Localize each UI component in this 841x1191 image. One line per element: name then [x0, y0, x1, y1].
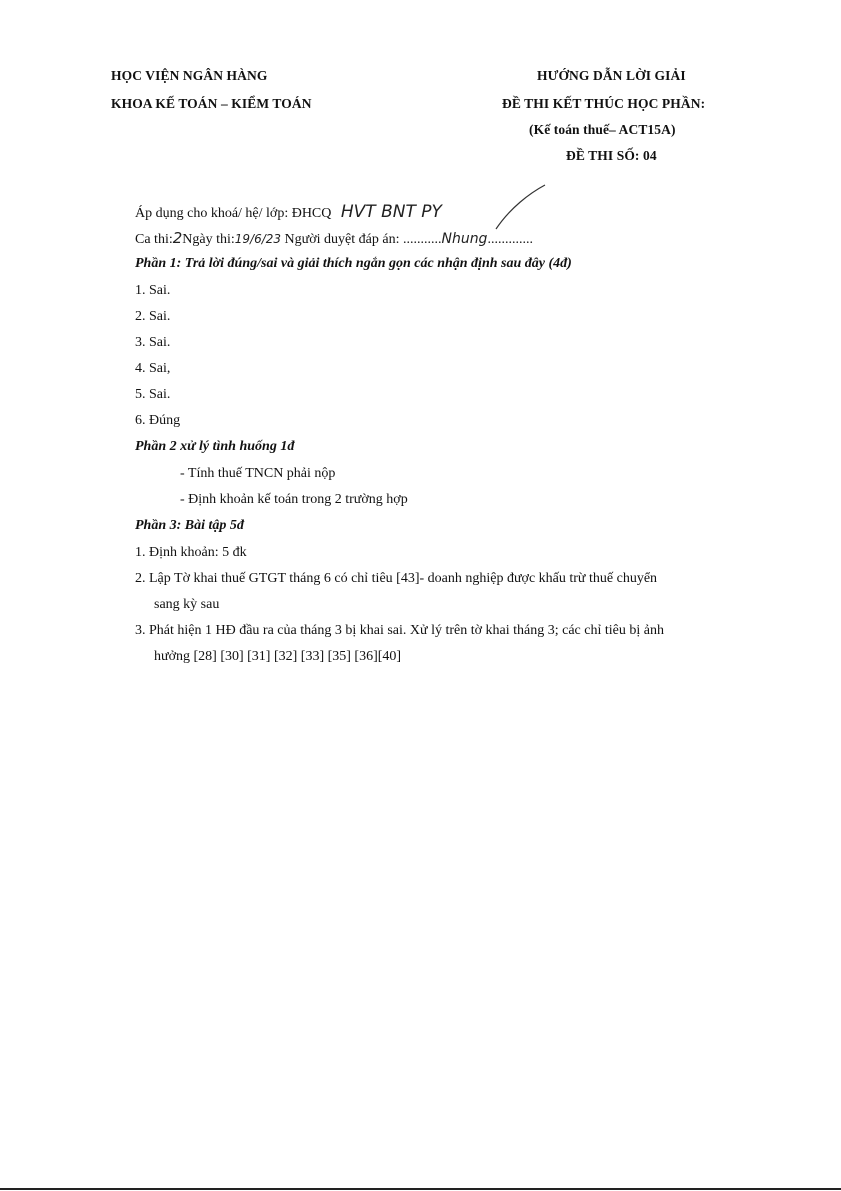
part3-item-2-line1: 2. Lập Tờ khai thuế GTGT tháng 6 có chỉ tiêu [43]- doanh nghiệp được khấu trừ thuế chuyển — [135, 571, 658, 586]
part2-item-2: - Định khoản kế toán trong 2 trường hợp — [180, 492, 408, 507]
part1-answer-3: 3. Sai. — [135, 335, 171, 350]
exam-title: ĐỀ THI KẾT THÚC HỌC PHẦN: — [502, 96, 706, 111]
part3-item-2-line2: sang kỳ sau — [154, 597, 220, 612]
apply-label: Áp dụng cho khoá/ hệ/ lớp: ĐHCQ — [135, 206, 332, 221]
exam-number: ĐỀ THI SỐ: 04 — [566, 148, 657, 163]
part3-item-3-line1: 3. Phát hiện 1 HĐ đầu ra của tháng 3 bị khai sai. Xử lý trên tờ khai tháng 3; các chỉ tiêu bị ảnh — [135, 623, 664, 638]
part3-title: Phần 3: Bài tập 5đ — [135, 518, 244, 533]
page-bottom-border — [0, 1188, 841, 1190]
shift-line — [135, 229, 533, 248]
part1-answer-4: 4. Sai, — [135, 361, 171, 376]
approver-label: Người duyệt đáp án: — [284, 232, 400, 247]
apply-line — [135, 202, 442, 222]
approver-dots-before: ........... — [402, 232, 442, 247]
part2-title: Phần 2 xử lý tình huống 1đ — [135, 439, 295, 454]
part1-answer-5: 5. Sai. — [135, 387, 171, 402]
institution-name: HỌC VIỆN NGÂN HÀNG — [111, 68, 268, 83]
doc-title: HƯỚNG DẪN LỜI GIẢI — [537, 68, 686, 83]
shift-handwritten: 2 — [172, 229, 183, 247]
part1-answer-2: 2. Sai. — [135, 309, 171, 324]
approver-dots-after: ............. — [487, 232, 533, 247]
part2-item-1: - Tính thuế TNCN phải nộp — [180, 466, 336, 481]
part3-item-1: 1. Định khoản: 5 đk — [135, 545, 247, 560]
part1-answer-1: 1. Sai. — [135, 283, 171, 298]
part1-title: Phần 1: Trả lời đúng/sai và giải thích ngắn gọn các nhận định sau đây (4đ) — [135, 256, 572, 271]
shift-label: Ca thi: — [135, 232, 173, 247]
part3-item-3-line2: hưởng [28] [30] [31] [32] [33] [35] [36][40] — [154, 649, 402, 664]
apply-handwritten: HVT BNT PY — [340, 202, 442, 222]
part1-answer-6: 6. Đúng — [135, 413, 181, 428]
date-label: Ngày thi: — [182, 232, 235, 247]
approver-signature: Nhung — [441, 231, 488, 247]
course-name: (Kế toán thuế– ACT15A) — [529, 122, 676, 137]
faculty-name: KHOA KẾ TOÁN – KIỂM TOÁN — [111, 96, 312, 111]
date-handwritten: 19/6/23 — [234, 232, 282, 246]
